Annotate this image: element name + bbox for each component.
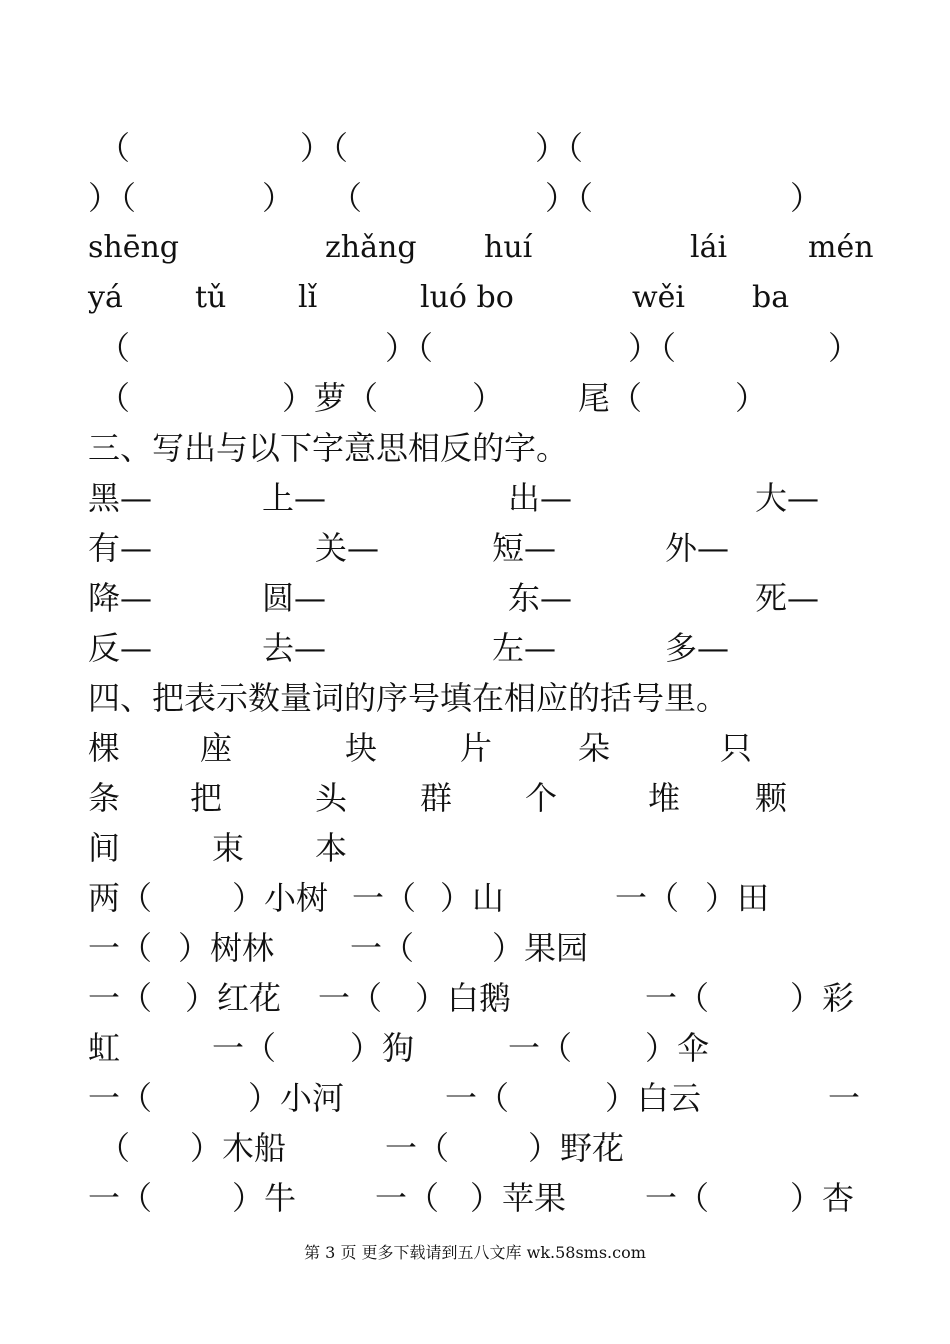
blank-luo: ）萝（: [282, 379, 379, 417]
measure-word: 块: [345, 729, 378, 767]
antonym-item: 反—: [88, 629, 153, 667]
bracket-close: ）: [472, 379, 505, 417]
fill-blank: 一（: [615, 879, 680, 917]
fill-blank: ）白鹅: [415, 979, 512, 1017]
antonym-item: 死—: [755, 579, 820, 617]
pinyin: ba: [752, 280, 790, 315]
fill-blank: 一（: [88, 929, 153, 967]
pinyin: mén: [808, 230, 874, 265]
pinyin: tǔ: [195, 280, 227, 315]
bracket-open: （: [330, 179, 363, 217]
pinyin: wěi: [632, 280, 686, 315]
fill-blank: 一（: [88, 1179, 153, 1217]
fill-blank: 一（: [385, 1129, 450, 1167]
page-footer: 第 3 页 更多下载请到五八文库 wk.58sms.com: [304, 1243, 646, 1262]
bracket-open: （: [98, 329, 131, 367]
fill-blank: 一（: [375, 1179, 440, 1217]
fill-blank: ）树林: [178, 929, 275, 967]
measure-word: 头: [315, 779, 348, 817]
bracket-pair: ）（: [628, 329, 677, 367]
fill-blank: ）小河: [248, 1079, 345, 1117]
measure-word: 只: [720, 729, 753, 767]
pinyin: lái: [690, 230, 728, 265]
fill-blank: 虹: [88, 1029, 121, 1067]
antonym-item: 有—: [88, 529, 153, 567]
measure-word: 个: [525, 779, 558, 817]
fill-blank: ）苹果: [470, 1179, 567, 1217]
bracket-close: ）: [790, 179, 823, 217]
section-3-title: 三、写出与以下字意思相反的字。: [88, 429, 569, 467]
fill-blank: ）牛: [232, 1179, 297, 1217]
fill-blank: 两（: [88, 879, 153, 917]
antonym-item: 多—: [665, 629, 730, 667]
measure-word: 条: [88, 779, 121, 817]
fill-blank: ）小树: [232, 879, 329, 917]
measure-word: 群: [420, 779, 453, 817]
fill-blank: 一（: [352, 879, 417, 917]
bracket-pair: ）（: [88, 179, 137, 217]
fill-blank: ）果园: [492, 929, 589, 967]
fill-blank: 一（: [645, 1179, 710, 1217]
bracket-pair: ）（: [545, 179, 594, 217]
bracket-close: ）: [828, 329, 861, 367]
fill-blank: ）木船: [190, 1129, 287, 1167]
measure-word: 颗: [755, 779, 788, 817]
antonym-item: 左—: [492, 629, 557, 667]
bracket-pair: ）（: [300, 129, 349, 167]
section-4-title: 四、把表示数量词的序号填在相应的括号里。: [88, 679, 729, 717]
fill-blank: 一（: [88, 1079, 153, 1117]
measure-word: 束: [212, 829, 245, 867]
antonym-item: 短—: [492, 529, 557, 567]
antonym-item: 关—: [315, 529, 380, 567]
bracket-pair: ）（: [385, 329, 434, 367]
bracket-close: ）: [262, 179, 295, 217]
fill-blank: 一（: [88, 979, 153, 1017]
measure-word: 堆: [648, 779, 681, 817]
measure-word: 间: [88, 829, 121, 867]
fill-blank: ）白云: [605, 1079, 702, 1117]
antonym-item: 上—: [262, 479, 327, 517]
measure-word: 座: [200, 729, 233, 767]
measure-word: 把: [190, 779, 223, 817]
measure-word: 本: [315, 829, 348, 867]
measure-word: 棵: [88, 729, 121, 767]
bracket-open: （: [98, 379, 131, 417]
fill-blank: ）伞: [645, 1029, 710, 1067]
fill-blank: ）红花: [185, 979, 282, 1017]
fill-blank: 一（: [318, 979, 383, 1017]
fill-blank: ）彩: [790, 979, 855, 1017]
fill-blank: 一: [828, 1079, 861, 1117]
fill-blank: ）野花: [528, 1129, 625, 1167]
measure-word: 片: [460, 729, 493, 767]
fill-blank: 一（: [645, 979, 710, 1017]
fill-blank: （: [98, 1129, 131, 1167]
bracket-open: （: [98, 129, 131, 167]
antonym-item: 东—: [508, 579, 573, 617]
antonym-item: 去—: [262, 629, 327, 667]
fill-blank: ）杏: [790, 1179, 855, 1217]
antonym-item: 降—: [88, 579, 153, 617]
fill-blank: ）狗: [350, 1029, 415, 1067]
pinyin: luó bo: [420, 280, 514, 315]
fill-blank: ）田: [705, 879, 770, 917]
fill-blank: 一（: [445, 1079, 510, 1117]
bracket-close: ）: [735, 379, 768, 417]
fill-blank: ）山: [440, 879, 505, 917]
antonym-item: 圆—: [262, 579, 327, 617]
pinyin: zhǎng: [325, 230, 417, 265]
pinyin: yá: [88, 280, 123, 315]
fill-blank: 一（: [508, 1029, 573, 1067]
pinyin: lǐ: [298, 280, 318, 315]
pinyin: huí: [484, 230, 533, 265]
antonym-item: 大—: [755, 479, 820, 517]
fill-blank: 一（: [350, 929, 415, 967]
antonym-item: 黑—: [88, 479, 153, 517]
pinyin: shēng: [88, 230, 179, 265]
measure-word: 朵: [578, 729, 611, 767]
antonym-item: 外—: [665, 529, 730, 567]
antonym-item: 出—: [508, 479, 573, 517]
blank-wei: 尾（: [578, 379, 643, 417]
bracket-pair: ）（: [535, 129, 584, 167]
fill-blank: 一（: [212, 1029, 277, 1067]
